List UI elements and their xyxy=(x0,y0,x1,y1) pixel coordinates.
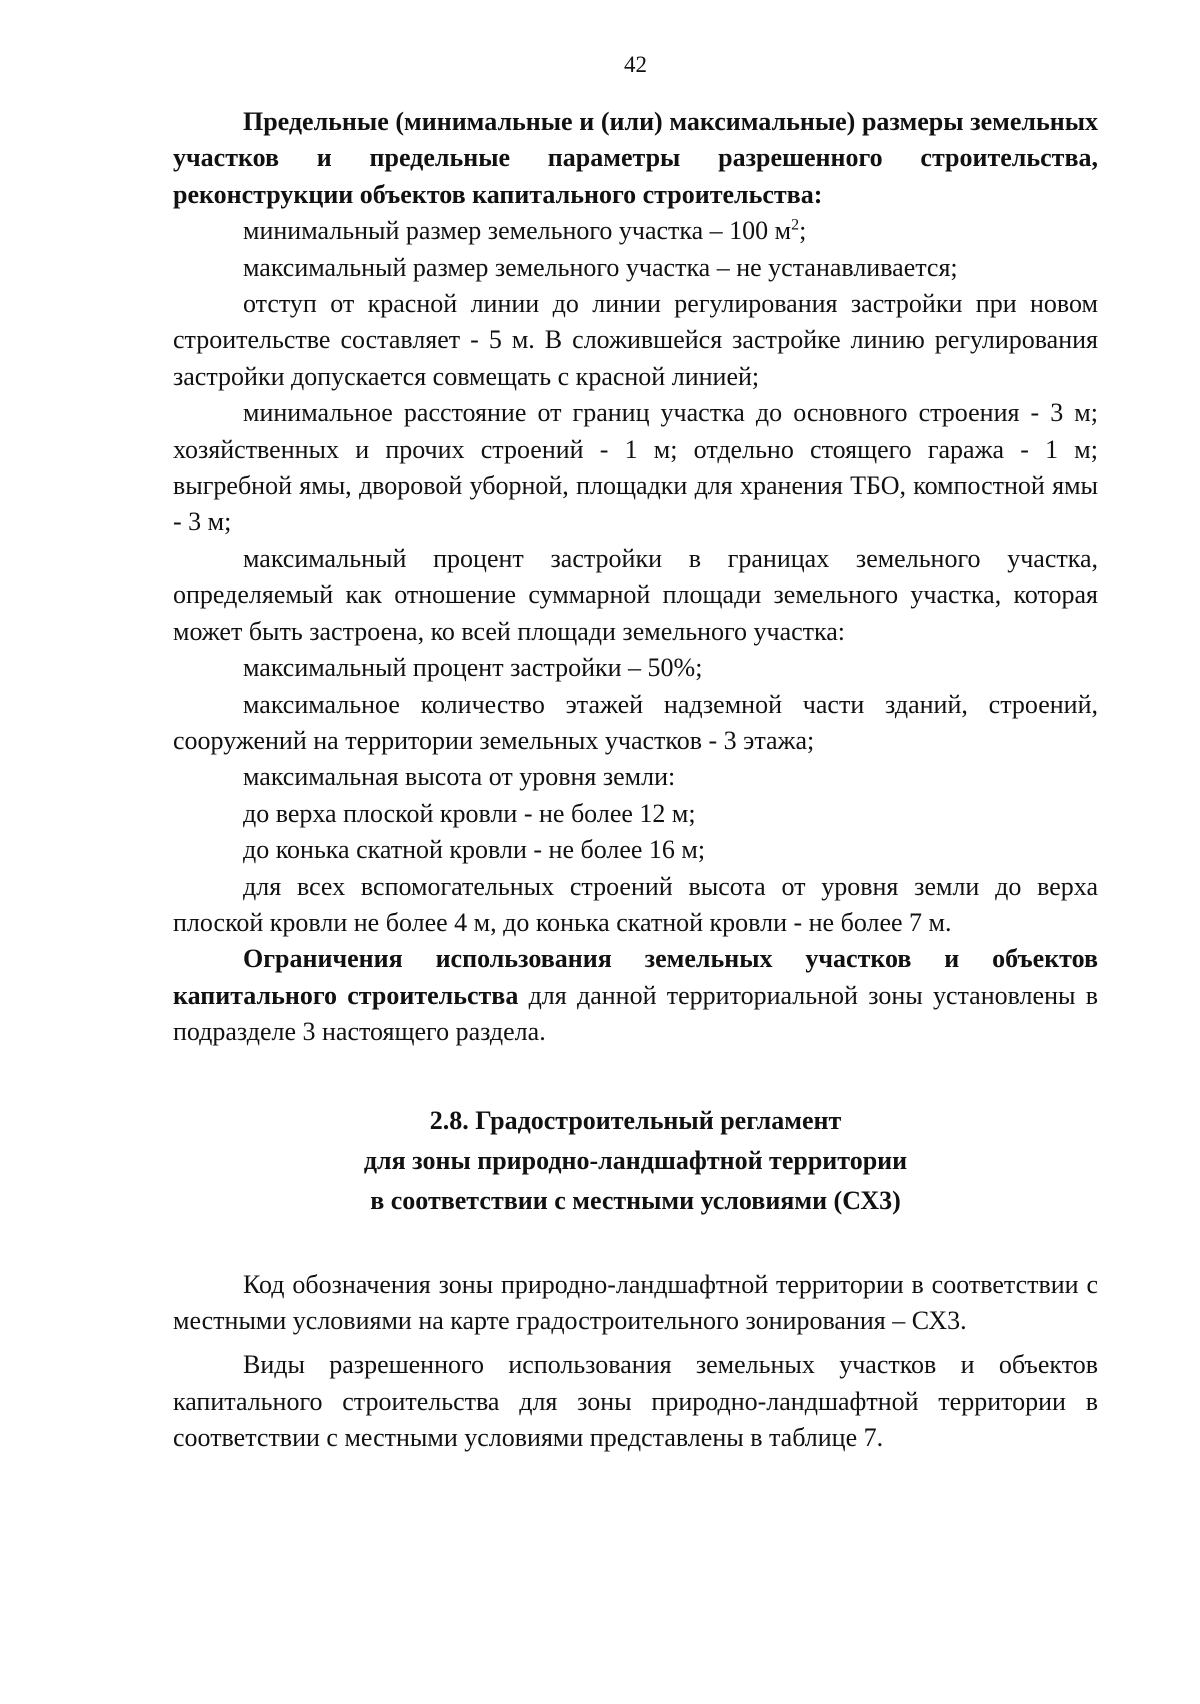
permitted-use-paragraph: Виды разрешенного использования земельных участков и объектов капитального строительства для зоны природно-ландшафтной территории в соответствии с местными условиями представлены в таблице 7. xyxy=(173,1350,1098,1453)
max-floors: максимальное количество этажей надземной части зданий, строений, сооружений на территории земельных участков - 3 этажа; xyxy=(173,689,1098,755)
min-plot-size xyxy=(173,213,1098,249)
limits-heading: Предельные (минимальные и (или) максимальные) размеры земельных участков и предельные параметры разрешенного строительства, реконструкции объектов капитального строительства: xyxy=(173,107,1098,209)
section-title-line-2: для зоны природно-ландшафтной территории xyxy=(363,1145,908,1175)
section-title-line-3: в соответствии с местными условиями (СХ3) xyxy=(370,1185,901,1215)
setback-paragraph: отступ от красной линии до линии регулирования застройки при новом строительстве составляет - 5 м. В сложившейся застройке линию регулирования застройки допускается совмещать с красной линией; xyxy=(173,289,1098,391)
zone-code-paragraph: Код обозначения зоны природно-ландшафтной территории в соответствии с местными условиями на карте градостроительного зонирования – СХ3. xyxy=(173,1269,1098,1335)
auxiliary-buildings: для всех вспомогательных строений высота от уровня земли до верха плоской кровли не более 4 м, до конька скатной кровли - не более 7 м. xyxy=(173,871,1098,937)
restrictions-rest: для данной территориальной зоны установлены в подразделе 3 настоящего раздела. xyxy=(173,980,1098,1047)
section-title xyxy=(173,1101,1098,1221)
flat-roof: до верха плоской кровли - не более 12 м; xyxy=(243,798,696,828)
min-distance-paragraph: минимальное расстояние от границ участка до основного строения - 3 м; хозяйственных и прочих строений - 1 м; отдельно стоящего гаража - 1 м; выгребной ямы, дворовой уборной, площадки для хранения ТБО, компостной ямы - 3 м; xyxy=(173,398,1098,537)
pitched-roof: до конька скатной кровли - не более 16 м; xyxy=(243,835,706,865)
document-page xyxy=(173,52,1098,1457)
page-number: 42 xyxy=(624,52,647,77)
restrictions-bold: Ограничения использования земельных участков и объектов капитального строительства xyxy=(173,944,1098,1010)
min-plot-size-text: минимальный размер земельного участка – 100 м xyxy=(243,216,792,246)
superscript-2: 2 xyxy=(791,216,800,234)
max-percent-definition: максимальный процент застройки в границах земельного участка, определяемый как отношение суммарной площади земельного участка, которая может быть застроена, ко всей площади земельного участка: xyxy=(173,543,1098,646)
restrictions-paragraph xyxy=(173,941,1098,1050)
section-title-line-1: 2.8. Градостроительный регламент xyxy=(429,1105,842,1135)
min-plot-size-end: ; xyxy=(799,216,807,246)
max-percent: максимальный процент застройки – 50%; xyxy=(243,653,703,683)
max-height: максимальная высота от уровня земли: xyxy=(243,762,676,792)
max-plot-size: максимальный размер земельного участка – не устанавливается; xyxy=(243,252,958,282)
